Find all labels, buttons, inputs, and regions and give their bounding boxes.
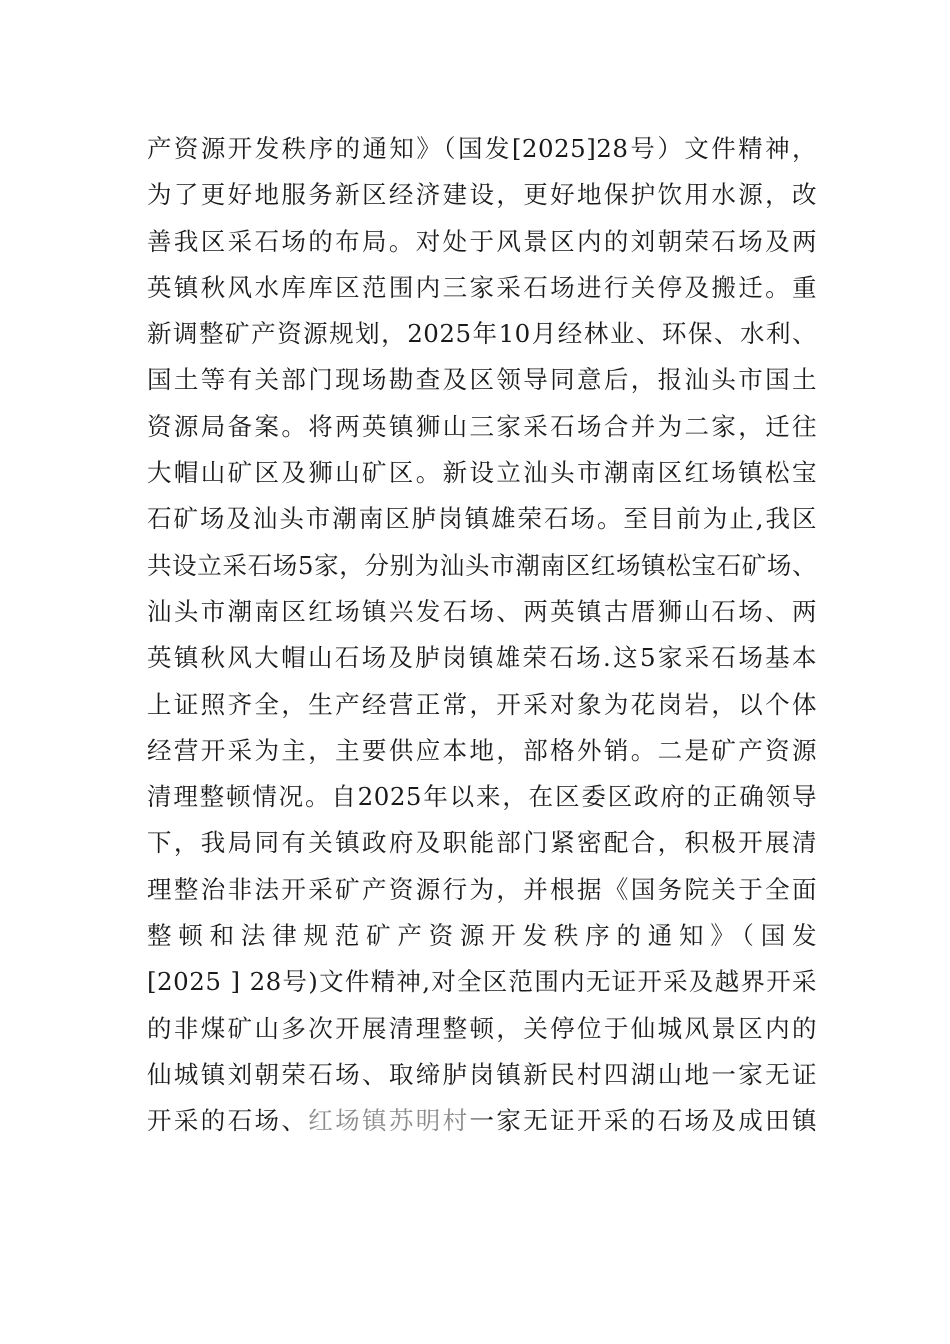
text-line: 国土等有关部门现场勘查及区领导同意后，报汕头市国土 — [147, 365, 817, 395]
text-line: 为了更好地服务新区经济建设，更好地保护饮用水源，改 — [147, 180, 817, 210]
text-line: 共设立采石场5家，分别为汕头市潮南区红场镇松宝石矿场、 — [147, 550, 817, 580]
text-line: 清理整顿情况。自2025年以来，在区委区政府的正确领导 — [147, 782, 817, 812]
text-line: 经营开采为主，主要供应本地，部格外销。二是矿产资源 — [147, 735, 817, 765]
text-line: 英镇秋风水库库区范围内三家采石场进行关停及搬迁。重 — [147, 272, 817, 302]
text-line: 理整治非法开采矿产资源行为，并根据《国务院关于全面 — [147, 874, 817, 904]
text-line: [2025 ] 28号)文件精神,对全区范围内无证开采及越界开采 — [147, 967, 817, 997]
text-line: 大帽山矿区及狮山矿区。新设立汕头市潮南区红场镇松宝 — [147, 458, 817, 488]
text-line: 新调整矿产资源规划，2025年10月经林业、环保、水利、 — [147, 319, 817, 349]
text-line: 产资源开发秩序的通知》（国发[2025]28号）文件精神， — [147, 134, 817, 163]
text-segment-faded: 红场镇苏明村 — [308, 1106, 470, 1136]
text-line: 仙城镇刘朝荣石场、取缔胪岗镇新民村四湖山地一家无证 — [147, 1059, 817, 1089]
body-text — [147, 126, 817, 1145]
text-line: 石矿场及汕头市潮南区胪岗镇雄荣石场。至目前为止,我区 — [147, 504, 817, 534]
text-segment: 开采的石场、 — [147, 1106, 309, 1136]
text-segment: 一家无证开采的石场及成田镇 — [469, 1106, 817, 1136]
text-line: 上证照齐全，生产经营正常，开采对象为花岗岩，以个体 — [147, 689, 817, 719]
text-line: 善我区采石场的布局。对处于风景区内的刘朝荣石场及两 — [147, 226, 817, 256]
text-line: 下，我局同有关镇政府及职能部门紧密配合，积极开展清 — [147, 828, 817, 858]
text-line: 的非煤矿山多次开展清理整顿，关停位于仙城风景区内的 — [147, 1013, 817, 1043]
text-line-last — [147, 1098, 817, 1144]
text-line: 整顿和法律规范矿产资源开发秩序的通知》（国发 — [147, 921, 817, 951]
text-line: 英镇秋风大帽山石场及胪岗镇雄荣石场.这5家采石场基本 — [147, 643, 817, 673]
text-line: 资源局备案。将两英镇狮山三家采石场合并为二家，迁往 — [147, 411, 817, 441]
text-line: 汕头市潮南区红场镇兴发石场、两英镇古厝狮山石场、两 — [147, 596, 817, 626]
